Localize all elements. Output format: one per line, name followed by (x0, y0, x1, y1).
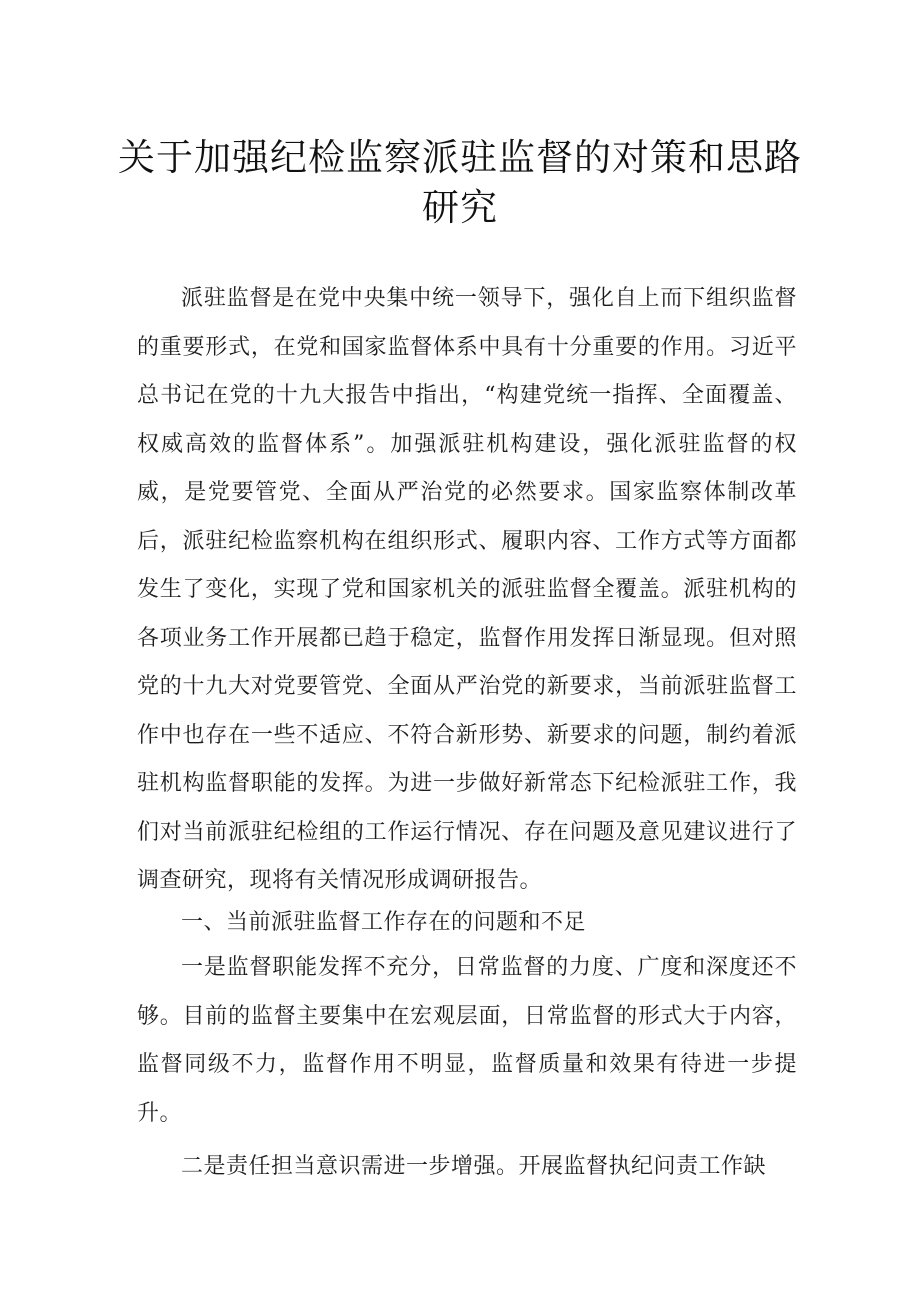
paragraph-problem-2: 二是责任担当意识需进一步增强。开展监督执纪问责工作缺 (181, 1154, 767, 1179)
document-title-continuation: 研究 (422, 186, 498, 229)
paragraph-problem-1: 一是监督职能发挥不充分，日常监督的力度、广度和深度还不够。目前的监督主要集中在宏观层面，日常监督的形式大于内容，监督同级不力，监督作用不明显，监督质量和效果有待进一步提升。 (137, 955, 797, 1126)
section-heading-1: 一、当前派驻监督工作存在的问题和不足 (181, 910, 587, 935)
document-title: 关于加强纪检监察派驻监督的对策和思路 (118, 136, 802, 179)
paragraph-intro: 派驻监督是在党中央集中统一领导下，强化自上而下组织监督的重要形式，在党和国家监督体系中具有十分重要的作用。习近平总书记在党的十九大报告中指出，“构建党统一指挥、全面覆盖、权威高效的监督体系”。加强派驻机构建设，强化派驻监督的权威，是党要管党、全面从严治党的必然要求。国家监察体制改革后，派驻纪检监察机构在组织形式、履职内容、工作方式等方面都发生了变化，实现了党和国家机关的派驻监督全覆盖。派驻机构的各项业务工作开展都已趋于稳定，监督作用发挥日渐显现。但对照党的十九大对党要管党、全面从严治党的新要求，当前派驻监督工作中也存在一些不适应、不符合新形势、新要求的问题，制约着派驻机构监督职能的发挥。为进一步做好新常态下纪检派驻工作，我们对当前派驻纪检组的工作运行情况、存在问题及意见建议进行了调查研究，现将有关情况形成调研报告。 (137, 286, 797, 893)
